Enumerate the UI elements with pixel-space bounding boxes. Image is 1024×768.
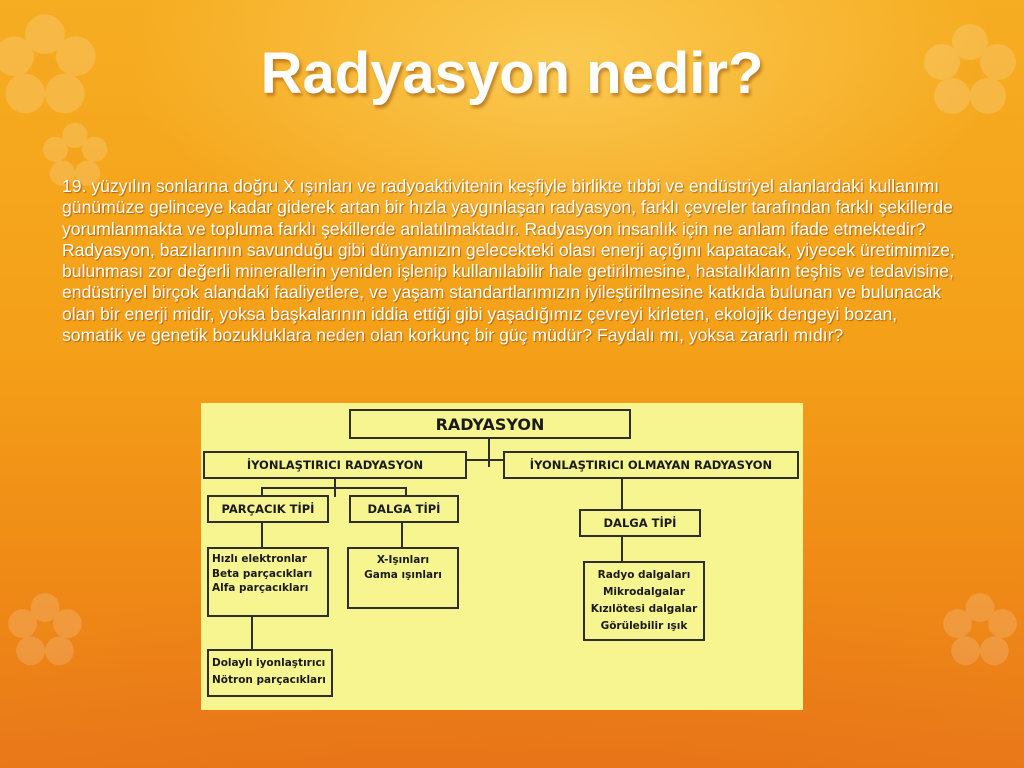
connector-line [621,535,623,561]
node-wave-type: DALGA TİPİ [349,495,459,523]
node-radiation: RADYASYON [349,409,631,439]
connector-line [401,521,403,549]
node-non-ionizing-radiation: İYONLAŞTIRICI OLMAYAN RADYASYON [503,451,799,479]
connector-line [488,437,490,467]
node-wave-list [347,547,459,609]
radiation-classification-diagram [201,403,803,710]
list-item: Kızılötesi dalgalar [590,603,698,615]
node-indirect-list [207,649,333,697]
list-item: Nötron parçacıkları [212,674,326,686]
node-non-ionizing-list [583,561,705,641]
flower-decoration-icon [5,590,85,670]
list-item: Radyo dalgaları [597,569,691,581]
connector-line [261,487,407,489]
list-item: Görülebilir ışık [600,620,688,632]
node-ionizing-radiation: İYONLAŞTIRICI RADYASYON [203,451,467,479]
list-item: Mikrodalgalar [602,586,686,598]
node-non-ionizing-wave-type: DALGA TİPİ [579,509,701,537]
list-item: X-Işınları [376,554,430,566]
connector-line [405,487,407,495]
list-item: Gama ışınları [364,568,442,581]
node-particle-type: PARÇACIK TİPİ [207,495,329,523]
list-item: Beta parçacıkları [212,567,313,580]
list-item: Hızlı elektronlar [212,553,307,565]
slide-paragraph: 19. yüzyılın sonlarına doğru X ışınları ve radyoaktivitenin keşfiyle birlikte tıbbi ve endüstriyel alanlardaki kullanımı günümüze gelinceye kadar giderek artan bir hızla yaygınlaşan radyasyon, farklı çevreler tarafından farklı şekillerde yorumlanmakta ve topluma farklı şekillerde anlatılmaktadır. Radyasyon insanlık için ne anlam ifade etmektedir? Radyasyon, bazılarının savunduğu gibi dünyamızın gelecekteki olası enerji açığını kapatacak, yiyecek üretimimize, bulunması zor değerli minerallerin yeniden işlenip kullanılabilir hale getirilmesine, hastalıkların teşhis ve tedavisine, endüstriyel birçok alandaki faaliyetlere, ve yaşam standartlarımızın iyileştirilmesine katkıda bulunan ve bulunacak olan bir enerji midir, yoksa başkalarının iddia ettiği gibi yaşadığımız çevreyi kirleten, ekolojik dengeyi bozan, somatik ve genetik bozukluklara neden olan korkunç bir güç müdür? Faydalı mı, yoksa zararlı mıdır? [62,176,955,346]
flower-decoration-icon [940,590,1020,670]
node-particle-list [207,547,329,617]
connector-line [621,479,623,509]
list-item: Alfa parçacıkları [212,582,309,594]
connector-line [465,459,505,461]
slide-title: Radyasyon nedir? [260,41,764,106]
list-item: Dolaylı iyonlaştırıcı [212,657,326,669]
connector-line [261,487,263,495]
connector-line [261,523,263,547]
connector-line [251,617,253,649]
